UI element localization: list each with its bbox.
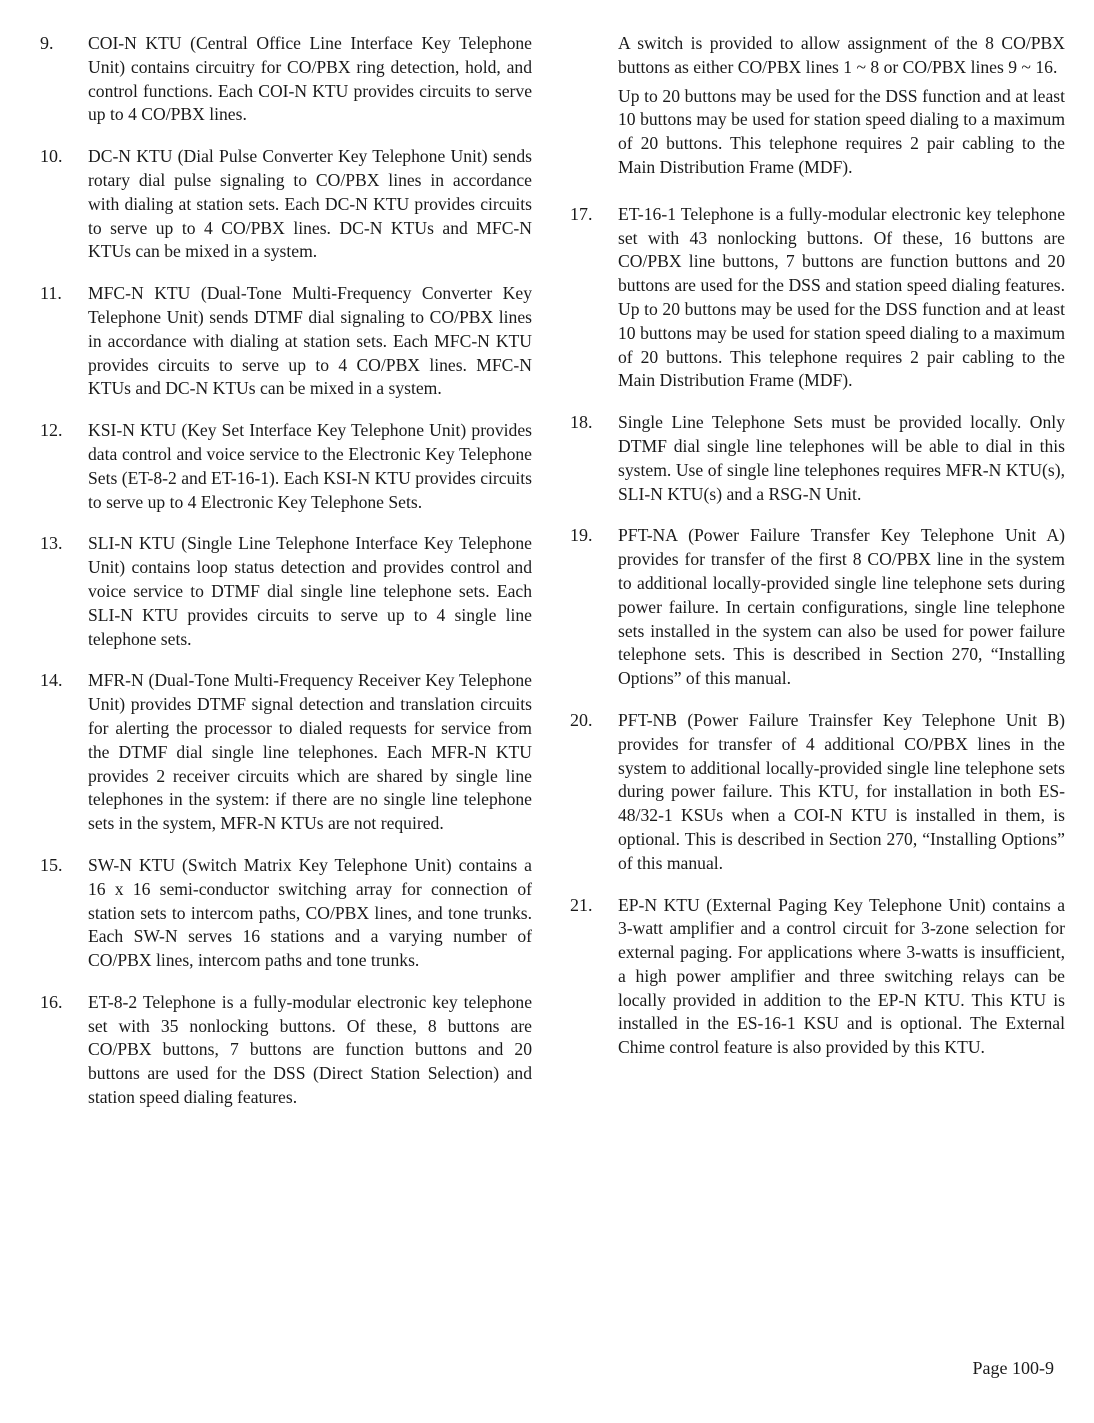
item-text: DC-N KTU (Dial Pulse Converter Key Telephone Unit) sends rotary dial pulse signaling to CO/PBX lines in accordance with dialing at station sets. Each DC-N KTU provides circuits to serve up to 4 CO/PBX lines. DC-N KTUs and MFC-N KTUs can be mixed in a system. xyxy=(88,146,532,262)
continuation-paragraph: A switch is provided to allow assignment of the 8 CO/PBX buttons as either CO/PBX lines 1 ~ 8 or CO/PBX lines 9 ~ 16. xyxy=(618,33,1065,77)
item-text: SW-N KTU (Switch Matrix Key Telephone Unit) contains a 16 x 16 semi-conductor switching array for connection of station sets to intercom paths, CO/PBX lines, and tone trunks. Each SW-N serves 16 stations and a varying number of CO/PBX lines, intercom paths and tone trunks. xyxy=(88,854,532,971)
item-text: KSI-N KTU (Key Set Interface Key Telephone Unit) provides data control and voice service to the Electronic Key Telephone Sets (ET-8-2 and ET-16-1). Each KSI-N KTU provides circuits to serve up to 4 Electronic Key Telephone Sets. xyxy=(88,420,532,512)
page-number: Page 100-9 xyxy=(972,1358,1054,1378)
list-item xyxy=(40,419,532,514)
item-number: 21. xyxy=(570,894,593,915)
item-number: 18. xyxy=(570,412,593,433)
list-item xyxy=(40,854,532,973)
item-text: COI-N KTU (Central Office Line Interface Key Telephone Unit) contains circuitry for CO/PBX ring detection, hold, and control functions. Each COI-N KTU provides circuits to serve up to 4 CO/PBX lines. xyxy=(88,33,532,125)
list-item xyxy=(570,203,1065,393)
list-item xyxy=(570,894,1065,1061)
right-column xyxy=(570,32,1065,1078)
item-text: ET-16-1 Telephone is a fully-modular electronic key telephone set with 43 nonlocking buttons. Of these, 16 buttons are CO/PBX line buttons, 7 buttons are function buttons and 20 buttons are used for the DSS and station speed dialing features. Up to 20 buttons may be used for the DSS function and at least 10 buttons may be used for station speed dialing to a maximum of 20 buttons. This telephone requires 2 pair cabling to the Main Distribution Frame (MDF). xyxy=(618,203,1065,391)
item-number: 16. xyxy=(40,991,63,1012)
item-text: PFT-NB (Power Failure Trainsfer Key Telephone Unit B) provides for transfer of 4 additional CO/PBX lines in the system to additional locally-provided single line telephone sets during power failure. This KTU, for installation in both ES-48/32-1 KSUs when a COI-N KTU is installed in them, is optional. This is described in Section 270, “Installing Options” of this manual. xyxy=(618,709,1065,873)
item-number: 10. xyxy=(40,146,63,167)
left-column xyxy=(40,32,532,1128)
list-item xyxy=(570,524,1065,691)
item-number: 19. xyxy=(570,525,593,546)
item-number: 13. xyxy=(40,533,63,554)
item-16-continuation xyxy=(570,32,1065,185)
list-item xyxy=(40,532,532,651)
list-item xyxy=(40,282,532,401)
item-text: MFC-N KTU (Dual-Tone Multi-Frequency Converter Key Telephone Unit) sends DTMF dial signaling to CO/PBX lines in accordance with dialing at station sets. Each MFC-N KTU provides circuits to serve up to 4 CO/PBX lines. MFC-N KTUs and DC-N KTUs can be mixed in a system. xyxy=(88,283,532,399)
item-text: ET-8-2 Telephone is a fully-modular electronic key telephone set with 35 nonlocking buttons. Of these, 8 buttons are CO/PBX buttons, 7 buttons are function buttons and 20 buttons are used for the DSS (Direct Station Selection) and station speed dialing features. xyxy=(88,991,532,1108)
item-number: 15. xyxy=(40,854,63,875)
list-item xyxy=(40,32,532,127)
item-text: Single Line Telephone Sets must be provided locally. Only DTMF dial single line telephones will be able to dial in this system. Use of single line telephones requires MFR-N KTU(s), SLI-N KTU(s) and a RSG-N Unit. xyxy=(618,412,1065,504)
list-item xyxy=(570,709,1065,876)
item-text: EP-N KTU (External Paging Key Telephone Unit) contains a 3-watt amplifier and a control circuit for 3-zone selection for external paging. For applications where 3-watts is insufficient, a high power amplifier and three switching relays can be locally provided in addition to the EP-N KTU. This KTU is installed in the ES-16-1 KSU and is optional. The External Chime control feature is also provided by this KTU. xyxy=(618,894,1065,1058)
item-text: SLI-N KTU (Single Line Telephone Interface Key Telephone Unit) contains loop status detection and provides control and voice service to DTMF dial single line telephone sets. Each SLI-N KTU provides circuits to serve up to 4 single line telephone sets. xyxy=(88,533,532,649)
item-number: 17. xyxy=(570,203,593,224)
item-number: 11. xyxy=(40,283,62,304)
item-text: MFR-N (Dual-Tone Multi-Frequency Receiver Key Telephone Unit) provides DTMF signal detection and translation circuits for alerting the processor to dialed requests for service from the DTMF dial single line telephones. Each MFR-N KTU provides 2 receiver circuits which are shared by single line telephones in the system: if there are no single line telephone sets in the system, MFR-N KTUs are not required. xyxy=(88,670,532,834)
item-number: 14. xyxy=(40,670,63,691)
list-item xyxy=(570,411,1065,506)
item-number: 12. xyxy=(40,420,63,441)
item-number: 20. xyxy=(570,709,593,730)
item-text: PFT-NA (Power Failure Transfer Key Telephone Unit A) provides for transfer of the first 8 CO/PBX line in the system to additional locally-provided single line telephone sets during power failure. In certain configurations, single line telephone sets installed in the system can also be used for power failure telephone sets. This is described in Section 270, “Installing Options” of this manual. xyxy=(618,525,1065,689)
item-number: 9. xyxy=(40,33,54,53)
list-item xyxy=(40,145,532,264)
list-item xyxy=(40,991,532,1110)
continuation-paragraph: Up to 20 buttons may be used for the DSS function and at least 10 buttons may be used for station speed dialing to a maximum of 20 buttons. This telephone requires 2 pair cabling to the Main Distribution Frame (MDF). xyxy=(618,85,1065,177)
list-item xyxy=(40,669,532,836)
